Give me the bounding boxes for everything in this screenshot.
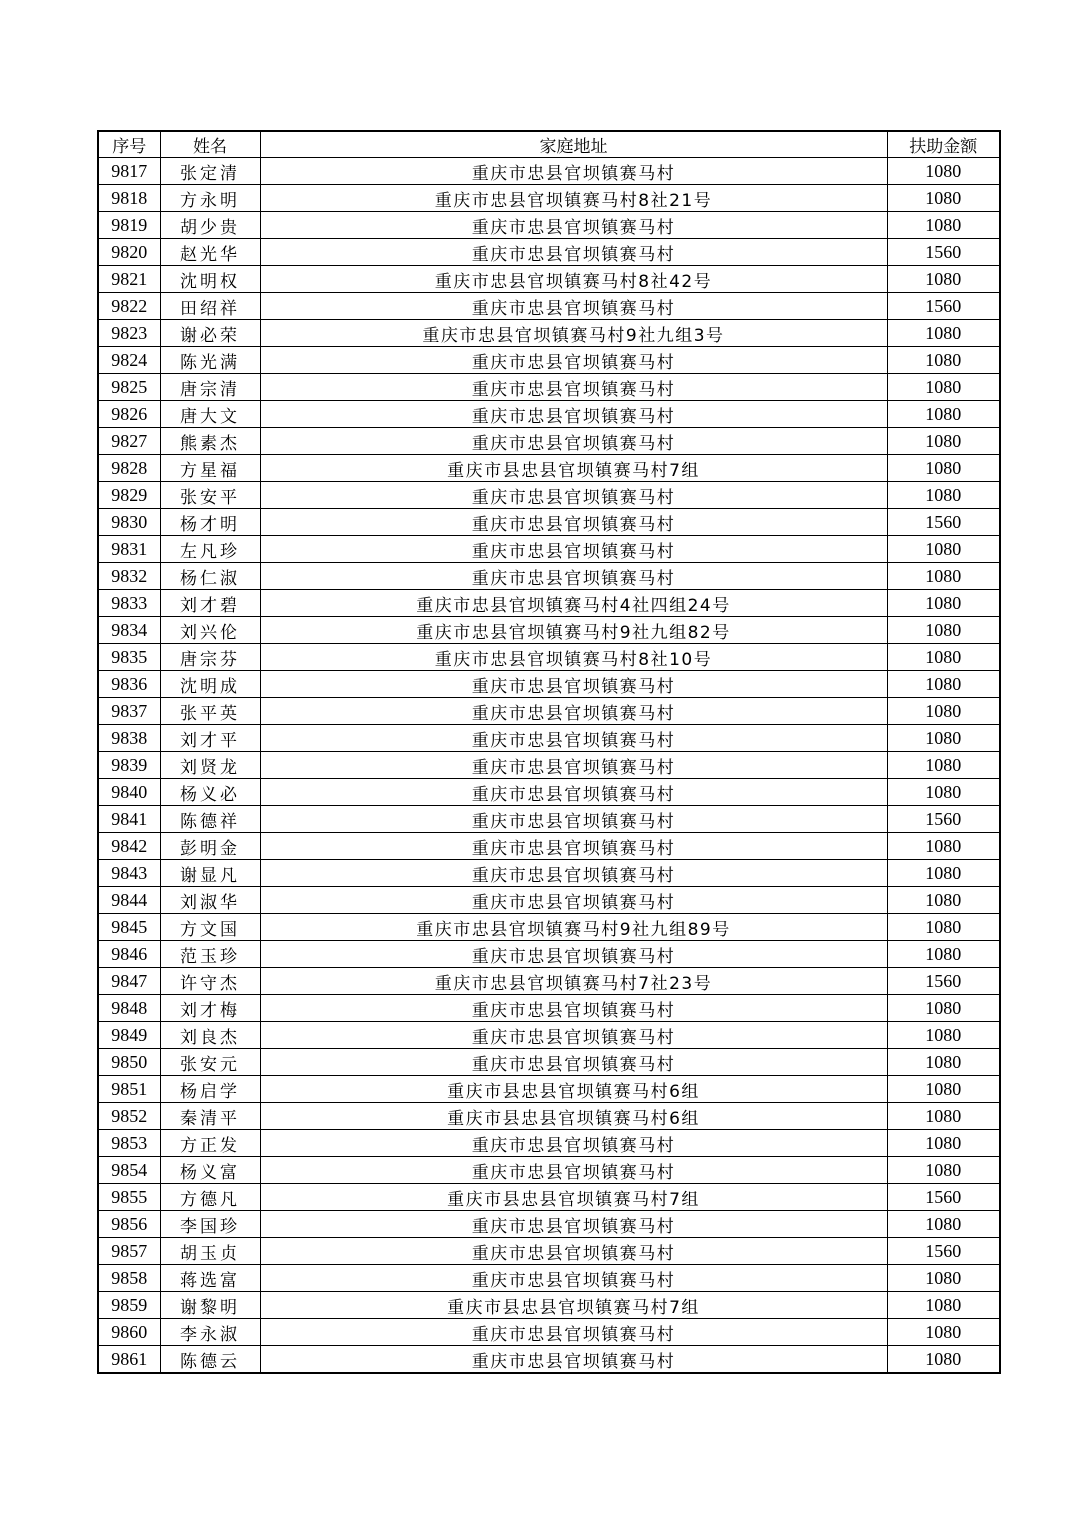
table-row [98, 1184, 1000, 1211]
cell-amount: 1080 [887, 1292, 1000, 1319]
cell-no: 9839 [98, 752, 160, 779]
cell-name: 范玉珍 [160, 941, 260, 968]
cell-no: 9817 [98, 158, 160, 185]
cell-name: 杨义富 [160, 1157, 260, 1184]
table-row [98, 563, 1000, 590]
cell-no: 9842 [98, 833, 160, 860]
cell-no: 9848 [98, 995, 160, 1022]
cell-no: 9857 [98, 1238, 160, 1265]
cell-address: 重庆市忠县官坝镇赛马村7社23号 [260, 968, 887, 995]
cell-no: 9837 [98, 698, 160, 725]
cell-name: 唐宗清 [160, 374, 260, 401]
cell-name: 张安平 [160, 482, 260, 509]
cell-name: 左凡珍 [160, 536, 260, 563]
cell-address: 重庆市忠县官坝镇赛马村 [260, 860, 887, 887]
cell-no: 9847 [98, 968, 160, 995]
cell-no: 9818 [98, 185, 160, 212]
cell-no: 9825 [98, 374, 160, 401]
table-row [98, 941, 1000, 968]
cell-amount: 1560 [887, 1184, 1000, 1211]
table-row [98, 968, 1000, 995]
cell-address: 重庆市忠县官坝镇赛马村4社四组24号 [260, 590, 887, 617]
cell-address: 重庆市忠县官坝镇赛马村 [260, 1157, 887, 1184]
cell-amount: 1080 [887, 671, 1000, 698]
cell-no: 9852 [98, 1103, 160, 1130]
table-row [98, 1076, 1000, 1103]
table-header [98, 131, 1000, 158]
cell-amount: 1080 [887, 1211, 1000, 1238]
cell-amount: 1560 [887, 1238, 1000, 1265]
cell-address: 重庆市忠县官坝镇赛马村 [260, 482, 887, 509]
table-row [98, 698, 1000, 725]
cell-address: 重庆市忠县官坝镇赛马村 [260, 752, 887, 779]
cell-no: 9821 [98, 266, 160, 293]
table-row [98, 347, 1000, 374]
cell-address: 重庆市忠县官坝镇赛马村 [260, 779, 887, 806]
cell-name: 沈明成 [160, 671, 260, 698]
cell-amount: 1080 [887, 725, 1000, 752]
table-row [98, 1238, 1000, 1265]
cell-no: 9841 [98, 806, 160, 833]
cell-address: 重庆市忠县官坝镇赛马村 [260, 293, 887, 320]
cell-name: 杨才明 [160, 509, 260, 536]
table-row [98, 1346, 1000, 1374]
cell-address: 重庆市忠县官坝镇赛马村 [260, 1130, 887, 1157]
table-row [98, 239, 1000, 266]
cell-name: 秦清平 [160, 1103, 260, 1130]
cell-address: 重庆市县忠县官坝镇赛马村7组 [260, 1292, 887, 1319]
header-amount: 扶助金额 [887, 131, 1000, 158]
table-row [98, 833, 1000, 860]
cell-amount: 1080 [887, 563, 1000, 590]
cell-name: 刘贤龙 [160, 752, 260, 779]
cell-address: 重庆市县忠县官坝镇赛马村7组 [260, 455, 887, 482]
cell-amount: 1080 [887, 860, 1000, 887]
cell-no: 9845 [98, 914, 160, 941]
cell-address: 重庆市忠县官坝镇赛马村 [260, 887, 887, 914]
cell-amount: 1080 [887, 455, 1000, 482]
cell-amount: 1080 [887, 482, 1000, 509]
cell-amount: 1080 [887, 590, 1000, 617]
cell-amount: 1080 [887, 887, 1000, 914]
cell-address: 重庆市忠县官坝镇赛马村9社九组89号 [260, 914, 887, 941]
cell-no: 9829 [98, 482, 160, 509]
table-row [98, 725, 1000, 752]
cell-address: 重庆市忠县官坝镇赛马村 [260, 1022, 887, 1049]
header-address: 家庭地址 [260, 131, 887, 158]
cell-name: 熊素杰 [160, 428, 260, 455]
cell-address: 重庆市忠县官坝镇赛马村 [260, 428, 887, 455]
cell-amount: 1080 [887, 212, 1000, 239]
cell-amount: 1080 [887, 1076, 1000, 1103]
cell-name: 杨启学 [160, 1076, 260, 1103]
cell-amount: 1080 [887, 1319, 1000, 1346]
table-row [98, 1265, 1000, 1292]
cell-no: 9853 [98, 1130, 160, 1157]
table-row [98, 590, 1000, 617]
cell-name: 沈明权 [160, 266, 260, 293]
cell-address: 重庆市县忠县官坝镇赛马村6组 [260, 1103, 887, 1130]
cell-name: 陈德云 [160, 1346, 260, 1374]
cell-no: 9850 [98, 1049, 160, 1076]
cell-address: 重庆市忠县官坝镇赛马村 [260, 806, 887, 833]
cell-name: 张定清 [160, 158, 260, 185]
cell-name: 陈德祥 [160, 806, 260, 833]
table-row [98, 806, 1000, 833]
cell-no: 9834 [98, 617, 160, 644]
cell-name: 谢显凡 [160, 860, 260, 887]
cell-amount: 1080 [887, 536, 1000, 563]
header-name: 姓名 [160, 131, 260, 158]
cell-no: 9819 [98, 212, 160, 239]
cell-address: 重庆市县忠县官坝镇赛马村7组 [260, 1184, 887, 1211]
table-row [98, 1157, 1000, 1184]
cell-amount: 1560 [887, 293, 1000, 320]
cell-address: 重庆市忠县官坝镇赛马村9社九组82号 [260, 617, 887, 644]
cell-address: 重庆市忠县官坝镇赛马村 [260, 509, 887, 536]
cell-amount: 1080 [887, 1157, 1000, 1184]
cell-name: 蒋选富 [160, 1265, 260, 1292]
cell-name: 谢黎明 [160, 1292, 260, 1319]
cell-address: 重庆市忠县官坝镇赛马村 [260, 725, 887, 752]
cell-amount: 1080 [887, 779, 1000, 806]
cell-address: 重庆市忠县官坝镇赛马村 [260, 671, 887, 698]
table-row [98, 266, 1000, 293]
cell-name: 方正发 [160, 1130, 260, 1157]
cell-no: 9826 [98, 401, 160, 428]
cell-name: 谢必荣 [160, 320, 260, 347]
cell-amount: 1080 [887, 1103, 1000, 1130]
cell-address: 重庆市忠县官坝镇赛马村 [260, 536, 887, 563]
cell-amount: 1080 [887, 347, 1000, 374]
cell-amount: 1080 [887, 698, 1000, 725]
cell-no: 9846 [98, 941, 160, 968]
cell-amount: 1080 [887, 914, 1000, 941]
cell-amount: 1080 [887, 941, 1000, 968]
cell-amount: 1080 [887, 374, 1000, 401]
cell-name: 胡少贵 [160, 212, 260, 239]
cell-address: 重庆市忠县官坝镇赛马村8社10号 [260, 644, 887, 671]
table-row [98, 320, 1000, 347]
cell-address: 重庆市忠县官坝镇赛马村 [260, 563, 887, 590]
cell-name: 刘良杰 [160, 1022, 260, 1049]
table-row [98, 779, 1000, 806]
table-row [98, 293, 1000, 320]
table-row [98, 914, 1000, 941]
cell-name: 方永明 [160, 185, 260, 212]
table-row [98, 428, 1000, 455]
cell-name: 杨义必 [160, 779, 260, 806]
subsidy-table [97, 130, 1001, 1374]
cell-address: 重庆市忠县官坝镇赛马村 [260, 1319, 887, 1346]
table-row [98, 536, 1000, 563]
cell-name: 李国珍 [160, 1211, 260, 1238]
cell-amount: 1560 [887, 239, 1000, 266]
table-row [98, 401, 1000, 428]
cell-no: 9833 [98, 590, 160, 617]
cell-name: 唐宗芬 [160, 644, 260, 671]
cell-address: 重庆市忠县官坝镇赛马村 [260, 1049, 887, 1076]
table-row [98, 752, 1000, 779]
table-row [98, 482, 1000, 509]
table-row [98, 1103, 1000, 1130]
cell-name: 刘才梅 [160, 995, 260, 1022]
table-row [98, 671, 1000, 698]
cell-no: 9836 [98, 671, 160, 698]
table-row [98, 1130, 1000, 1157]
table-body [98, 158, 1000, 1374]
cell-amount: 1080 [887, 185, 1000, 212]
cell-no: 9860 [98, 1319, 160, 1346]
table-row [98, 455, 1000, 482]
cell-address: 重庆市忠县官坝镇赛马村8社42号 [260, 266, 887, 293]
cell-name: 彭明金 [160, 833, 260, 860]
cell-amount: 1080 [887, 1346, 1000, 1374]
cell-address: 重庆市忠县官坝镇赛马村 [260, 698, 887, 725]
cell-amount: 1560 [887, 509, 1000, 536]
cell-address: 重庆市忠县官坝镇赛马村8社21号 [260, 185, 887, 212]
table-row [98, 644, 1000, 671]
cell-address: 重庆市忠县官坝镇赛马村 [260, 347, 887, 374]
cell-amount: 1080 [887, 617, 1000, 644]
cell-address: 重庆市忠县官坝镇赛马村 [260, 1346, 887, 1374]
header-no: 序号 [98, 131, 160, 158]
cell-name: 张安元 [160, 1049, 260, 1076]
table-row [98, 374, 1000, 401]
cell-no: 9835 [98, 644, 160, 671]
cell-name: 李永淑 [160, 1319, 260, 1346]
cell-name: 许守杰 [160, 968, 260, 995]
cell-amount: 1080 [887, 428, 1000, 455]
cell-no: 9843 [98, 860, 160, 887]
table-row [98, 1049, 1000, 1076]
cell-amount: 1080 [887, 1265, 1000, 1292]
table-row [98, 185, 1000, 212]
cell-amount: 1080 [887, 320, 1000, 347]
cell-name: 方文国 [160, 914, 260, 941]
cell-name: 田绍祥 [160, 293, 260, 320]
cell-name: 方星福 [160, 455, 260, 482]
cell-no: 9824 [98, 347, 160, 374]
table-row [98, 1022, 1000, 1049]
cell-name: 刘兴伦 [160, 617, 260, 644]
cell-amount: 1080 [887, 1130, 1000, 1157]
cell-no: 9831 [98, 536, 160, 563]
table-row [98, 509, 1000, 536]
cell-address: 重庆市忠县官坝镇赛马村 [260, 239, 887, 266]
header-row [98, 131, 1000, 158]
table-row [98, 617, 1000, 644]
cell-no: 9832 [98, 563, 160, 590]
cell-name: 方德凡 [160, 1184, 260, 1211]
cell-no: 9854 [98, 1157, 160, 1184]
cell-amount: 1080 [887, 644, 1000, 671]
cell-amount: 1080 [887, 266, 1000, 293]
table-row [98, 212, 1000, 239]
cell-address: 重庆市忠县官坝镇赛马村 [260, 401, 887, 428]
table-row [98, 887, 1000, 914]
cell-amount: 1080 [887, 1022, 1000, 1049]
cell-address: 重庆市忠县官坝镇赛马村 [260, 212, 887, 239]
cell-no: 9820 [98, 239, 160, 266]
cell-no: 9856 [98, 1211, 160, 1238]
cell-name: 刘才碧 [160, 590, 260, 617]
cell-no: 9827 [98, 428, 160, 455]
cell-address: 重庆市忠县官坝镇赛马村 [260, 158, 887, 185]
cell-no: 9851 [98, 1076, 160, 1103]
cell-no: 9828 [98, 455, 160, 482]
cell-no: 9858 [98, 1265, 160, 1292]
cell-no: 9823 [98, 320, 160, 347]
cell-amount: 1560 [887, 968, 1000, 995]
cell-name: 刘才平 [160, 725, 260, 752]
cell-address: 重庆市忠县官坝镇赛马村 [260, 833, 887, 860]
cell-amount: 1560 [887, 806, 1000, 833]
cell-no: 9844 [98, 887, 160, 914]
cell-name: 杨仁淑 [160, 563, 260, 590]
cell-name: 刘淑华 [160, 887, 260, 914]
cell-no: 9822 [98, 293, 160, 320]
cell-address: 重庆市忠县官坝镇赛马村 [260, 1211, 887, 1238]
cell-address: 重庆市忠县官坝镇赛马村 [260, 374, 887, 401]
cell-amount: 1080 [887, 752, 1000, 779]
cell-name: 唐大文 [160, 401, 260, 428]
cell-name: 陈光满 [160, 347, 260, 374]
cell-amount: 1080 [887, 995, 1000, 1022]
table-row [98, 995, 1000, 1022]
table-row [98, 860, 1000, 887]
table-row [98, 158, 1000, 185]
cell-no: 9859 [98, 1292, 160, 1319]
table-row [98, 1319, 1000, 1346]
cell-no: 9840 [98, 779, 160, 806]
cell-address: 重庆市忠县官坝镇赛马村 [260, 941, 887, 968]
cell-address: 重庆市忠县官坝镇赛马村 [260, 1265, 887, 1292]
cell-address: 重庆市县忠县官坝镇赛马村6组 [260, 1076, 887, 1103]
cell-no: 9830 [98, 509, 160, 536]
cell-no: 9838 [98, 725, 160, 752]
cell-name: 赵光华 [160, 239, 260, 266]
cell-no: 9849 [98, 1022, 160, 1049]
cell-no: 9855 [98, 1184, 160, 1211]
cell-no: 9861 [98, 1346, 160, 1374]
cell-address: 重庆市忠县官坝镇赛马村9社九组3号 [260, 320, 887, 347]
table-row [98, 1292, 1000, 1319]
cell-amount: 1080 [887, 1049, 1000, 1076]
cell-name: 胡玉贞 [160, 1238, 260, 1265]
cell-address: 重庆市忠县官坝镇赛马村 [260, 995, 887, 1022]
table-row [98, 1211, 1000, 1238]
cell-amount: 1080 [887, 158, 1000, 185]
cell-address: 重庆市忠县官坝镇赛马村 [260, 1238, 887, 1265]
cell-amount: 1080 [887, 833, 1000, 860]
cell-name: 张平英 [160, 698, 260, 725]
cell-amount: 1080 [887, 401, 1000, 428]
